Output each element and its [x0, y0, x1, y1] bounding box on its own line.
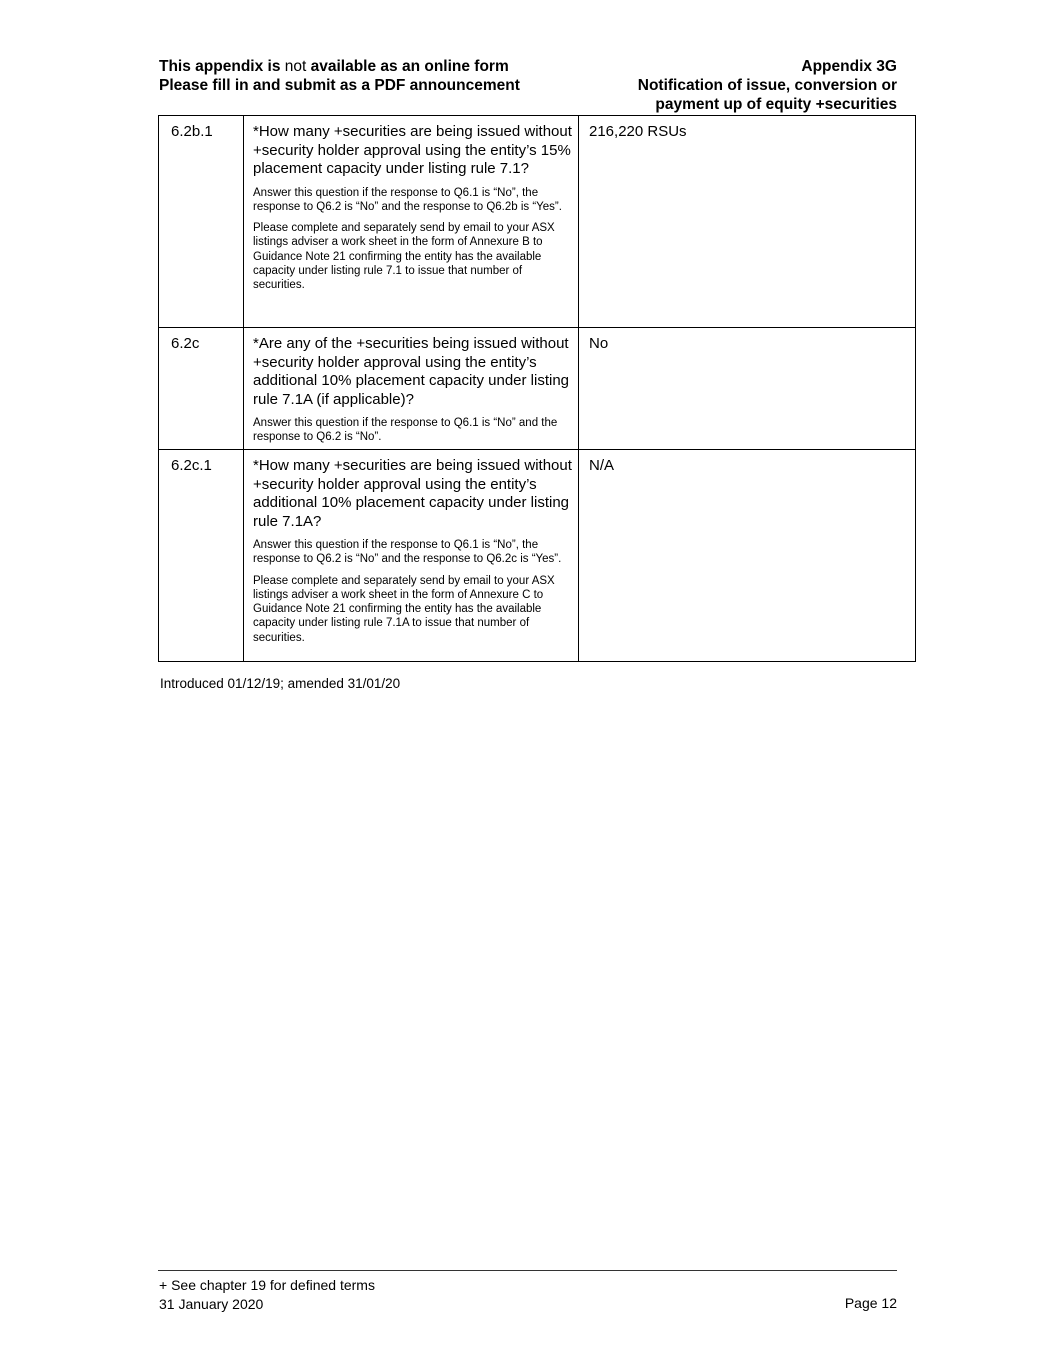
- answer-cell: N/A: [579, 450, 916, 662]
- footer-defined-terms: + See chapter 19 for defined terms: [159, 1277, 375, 1293]
- question-cell: [244, 328, 579, 450]
- question-number: 6.2c: [159, 328, 244, 450]
- question-note: Please complete and separately send by email to your ASX listings adviser a work sheet in the form of Annexure C to Guidance Note 21 confirming the entity has the available capacity under listing rule 7.1A to issue that number of securities.: [253, 574, 555, 644]
- header-right-block: [638, 57, 897, 114]
- page-header: [159, 57, 897, 114]
- table-row-6-2b-1: [159, 116, 916, 328]
- table-row-6-2c-1: [159, 450, 916, 662]
- question-text: *How many +securities are being issued without +security holder approval using the entity’s 15% placement capacity under listing rule 7.1?: [253, 123, 572, 177]
- answer-cell: 216,220 RSUs: [579, 116, 916, 328]
- header-left-block: [159, 57, 520, 114]
- question-number: 6.2b.1: [159, 116, 244, 328]
- header-left-line1-bold2: available as an online form: [306, 58, 509, 75]
- question-number: 6.2c.1: [159, 450, 244, 662]
- question-note: Answer this question if the response to Q6.1 is “No”, the response to Q6.2 is “No” and the response to Q6.2c is “Yes”.: [253, 539, 562, 566]
- question-cell: [244, 116, 579, 328]
- question-note: Please complete and separately send by email to your ASX listings adviser a work sheet in the form of Annexure B to Guidance Note 21 confirming the entity has the available capacity under listing rule 7.1 to issue that number of securities.: [253, 222, 555, 292]
- header-left-line1-not: not: [284, 58, 307, 75]
- question-cell: [244, 450, 579, 662]
- footer-divider: [158, 1270, 897, 1271]
- appendix-subtitle-line1: Notification of issue, conversion or: [637, 77, 897, 94]
- footer-date: 31 January 2020: [159, 1295, 264, 1312]
- question-text: *Are any of the +securities being issued without +security holder approval using the entity’s additional 10% placement capacity under listing rule 7.1A (if applicable)?: [253, 335, 570, 408]
- appendix-title: Appendix 3G: [801, 58, 897, 75]
- header-left-line1: [159, 57, 520, 76]
- question-text: *How many +securities are being issued without +security holder approval using the entity’s additional 10% placement capacity under listing rule 7.1A?: [253, 457, 572, 530]
- answer-cell: No: [579, 328, 916, 450]
- amendment-history-note: Introduced 01/12/19; amended 31/01/20: [160, 676, 401, 691]
- footer-page-number: Page 12: [844, 1294, 897, 1311]
- form-table: [158, 115, 916, 662]
- question-note: Answer this question if the response to Q6.1 is “No”, the response to Q6.2 is “No” and the response to Q6.2b is “Yes”.: [253, 186, 562, 213]
- question-note: Answer this question if the response to Q6.1 is “No” and the response to Q6.2 is “No”.: [253, 417, 558, 444]
- appendix-subtitle-line2: payment up of equity +securities: [655, 96, 897, 113]
- header-left-line1-bold1: This appendix is: [159, 58, 285, 75]
- header-left-line2: Please fill in and submit as a PDF announcement: [159, 77, 520, 94]
- table-row-6-2c: [159, 328, 916, 450]
